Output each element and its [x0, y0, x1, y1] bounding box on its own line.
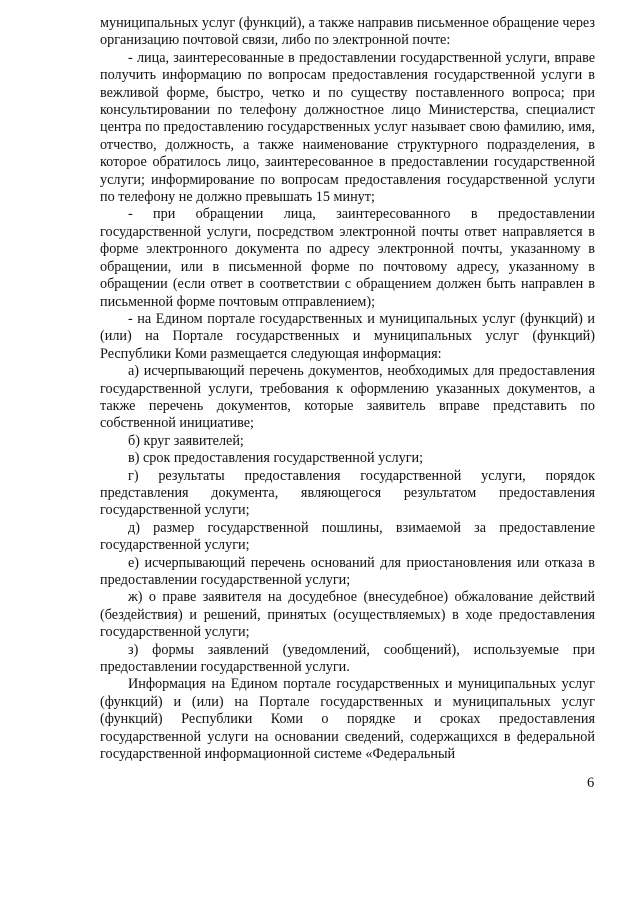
paragraph-email-requests: - при обращении лица, заинтересованного в предоставлении государственной услуги, посредством электронной почты ответ направляется в форме электронного документа по адресу электронной почты, указанному в обращении, или в письменной форме по почтовому адресу, указанному в обращении (если ответ в соответствии с обращением должен быть направлен в письменной форме почтовым отправлением); [100, 206, 595, 310]
list-item-g: г) результаты предоставления государственной услуги, порядок представления документа, являющегося результатом предоставления государственной услуги; [100, 467, 595, 519]
paragraph-portal-info: - на Едином портале государственных и муниципальных услуг (функций) и (или) на Портале государственных и муниципальных услуг (функций) Республики Коми размещается следующая информация: [100, 310, 595, 362]
list-item-z: з) формы заявлений (уведомлений, сообщений), используемые при предоставлении государственной услуги. [100, 641, 595, 676]
page-number: 6 [587, 775, 595, 791]
list-item-b: б) круг заявителей; [128, 432, 244, 449]
paragraph-portal-procedure: Информация на Едином портале государственных и муниципальных услуг (функций) и (или) на Портале государственных и муниципальных услуг (функций) Республики Коми о порядке и сроках предоставления государственной услуги на основании сведений, содержащихся в федеральной государственной информационной системе «Федеральный [100, 676, 595, 763]
list-item-zh: ж) о праве заявителя на досудебное (внесудебное) обжалование действий (бездействия) и решений, принятых (осуществляемых) в ходе предоставления государственной услуги; [100, 589, 595, 641]
paragraph-phone-consultation: - лица, заинтересованные в предоставлении государственной услуги, вправе получить информацию по вопросам предоставления государственной услуги в вежливой форме, быстро, четко и по существу поставленного вопроса; при консультировании по телефону должностное лицо Министерства, специалист центра по предоставлению государственных услуг называет свою фамилию, имя, отчество, должность, а также наименование структурного подразделения, в которое обратилось лицо, заинтересованное в предоставлении государственной услуги; информирование по вопросам предоставления государственной услуги по телефону не должно превышать 15 минут; [100, 49, 595, 206]
list-item-a: а) исчерпывающий перечень документов, необходимых для предоставления государственной услуги, требования к оформлению указанных документов, а также перечень документов, которые заявитель вправе представить по собственной инициативе; [100, 363, 595, 432]
list-item-v: в) срок предоставления государственной услуги; [128, 450, 424, 467]
document-page [100, 15, 595, 763]
list-item-e: е) исчерпывающий перечень оснований для приостановления или отказа в предоставлении государственной услуги; [100, 554, 595, 588]
paragraph-continuation: муниципальных услуг (функций), а также направив письменное обращение через организацию почтовой связи, либо по электронной почте: [100, 15, 595, 49]
list-item-d: д) размер государственной пошлины, взимаемой за предоставление государственной услуги; [100, 519, 595, 554]
